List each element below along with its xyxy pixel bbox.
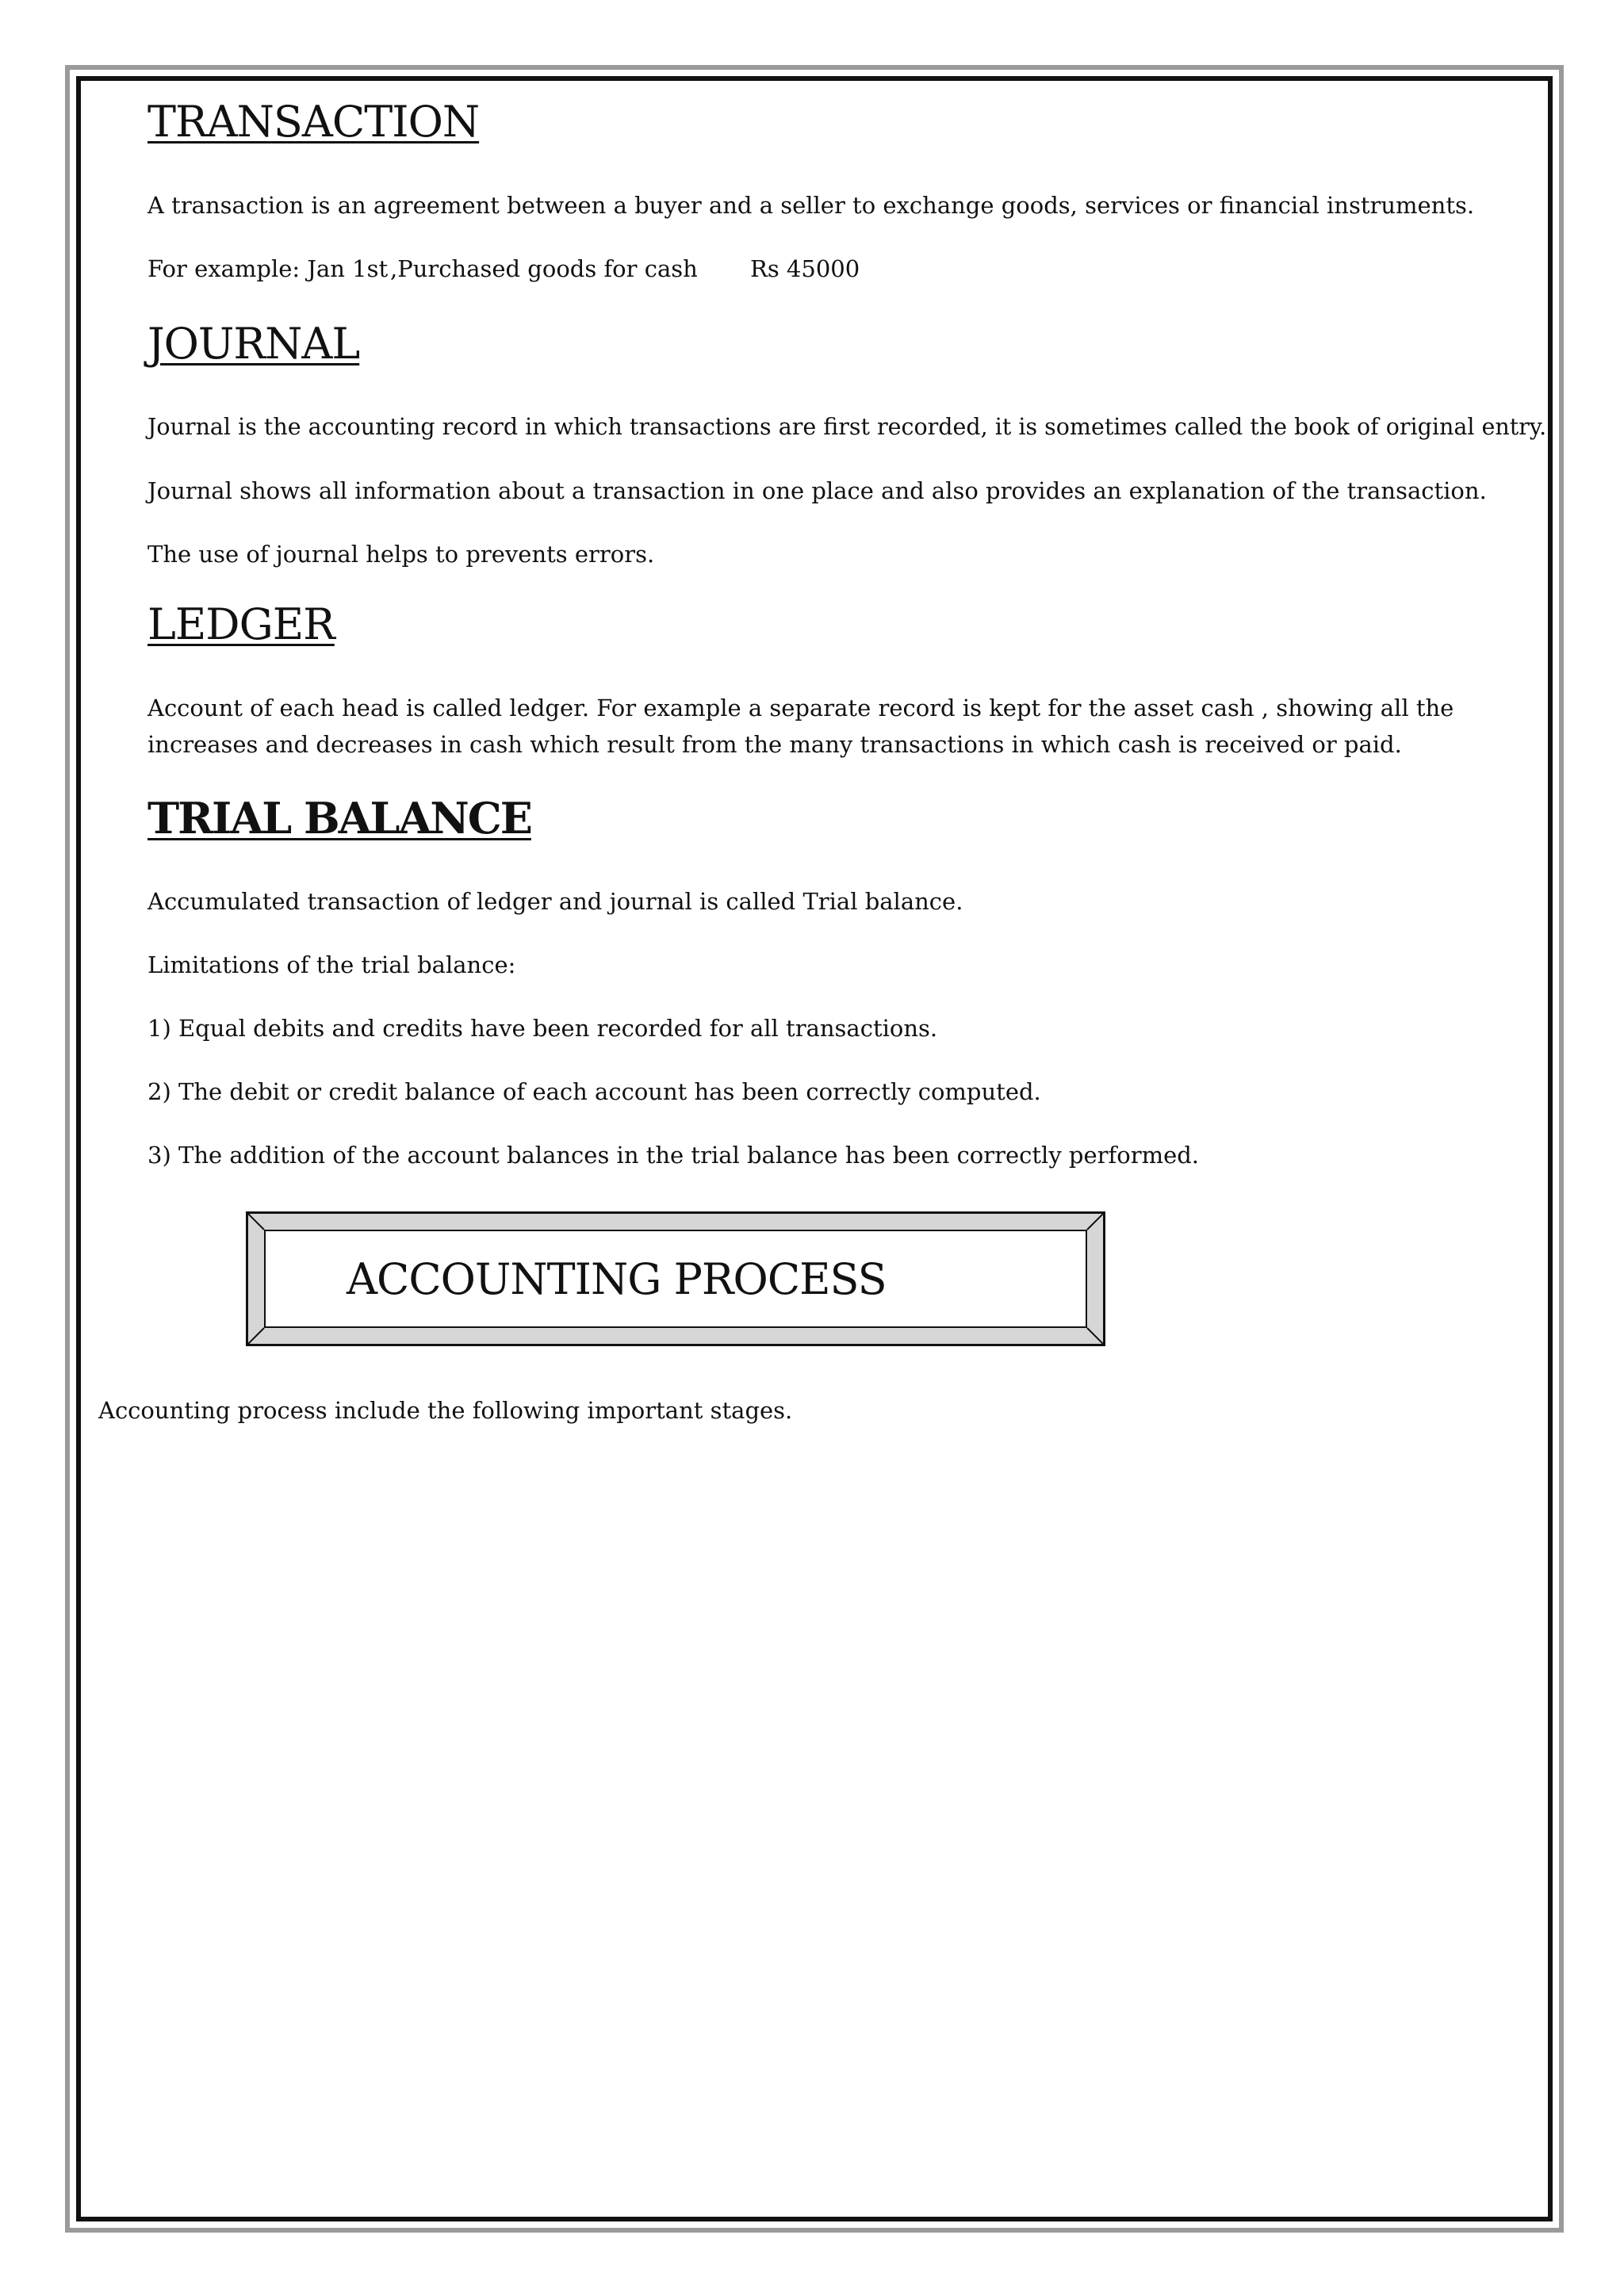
- accounting-process-intro: Accounting process include the following important stages.: [98, 1397, 793, 1424]
- ledger-heading: LEDGER: [147, 599, 335, 649]
- transaction-heading: TRANSACTION: [147, 97, 480, 147]
- trial-balance-limitation-3: 3) The addition of the account balances in the trial balance has been correctly performed.: [147, 1142, 1200, 1169]
- transaction-example-item: ,Purchased goods for cash: [390, 255, 698, 282]
- journal-paragraph-3: The use of journal helps to prevents errors.: [147, 541, 655, 568]
- ledger-paragraph: Account of each head is called ledger. For example a separate record is kept for the asset cash , showing all the increases and decreases in cash which result from the many transactions in which cash is received or paid.: [147, 695, 1454, 758]
- journal-paragraph-2: Journal shows all information about a transaction in one place and also provides an explanation of the transaction.: [147, 477, 1487, 504]
- transaction-definition: A transaction is an agreement between a buyer and a seller to exchange goods, services or financial instruments.: [147, 192, 1475, 219]
- accounting-process-banner: [246, 1211, 1105, 1346]
- trial-balance-heading: TRIAL BALANCE: [147, 793, 531, 844]
- trial-balance-limitations-intro: Limitations of the trial balance:: [147, 951, 516, 978]
- trial-balance-definition: Accumulated transaction of ledger and journal is called Trial balance.: [147, 888, 963, 915]
- transaction-example-amount: Rs 45000: [750, 255, 860, 282]
- trial-balance-limitation-2: 2) The debit or credit balance of each account has been correctly computed.: [147, 1078, 1041, 1105]
- banner-face: [264, 1230, 1087, 1328]
- journal-heading: JOURNAL: [147, 319, 360, 369]
- accounting-process-title: ACCOUNTING PROCESS: [347, 1253, 887, 1304]
- journal-paragraph-1: Journal is the accounting record in which transactions are first recorded, it is sometimes called the book of original entry.: [147, 414, 1547, 440]
- transaction-example-prefix: For example: Jan 1st: [147, 255, 389, 282]
- trial-balance-limitation-1: 1) Equal debits and credits have been recorded for all transactions.: [147, 1015, 938, 1042]
